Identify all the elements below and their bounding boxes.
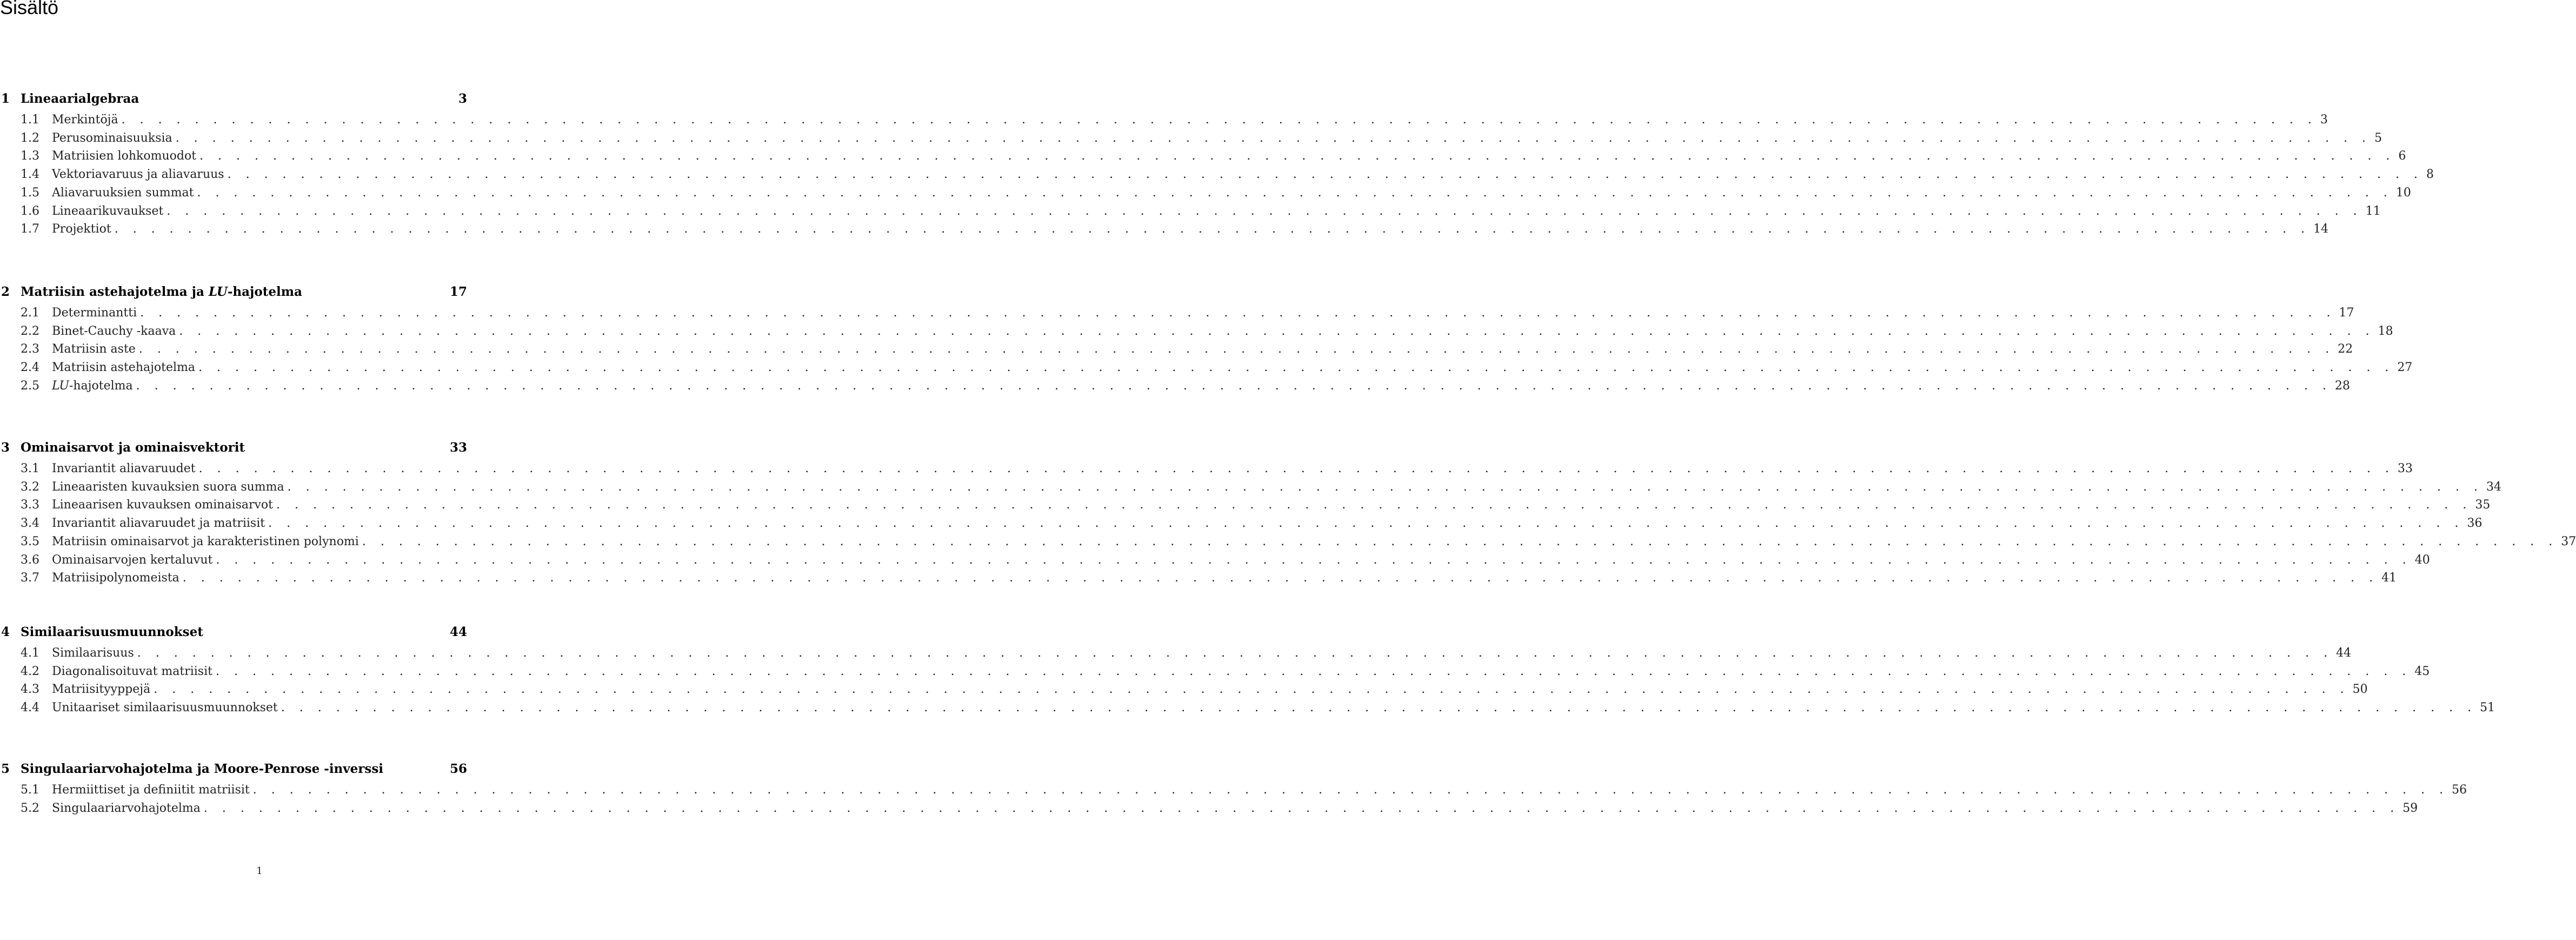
section-title: Aliavaruuksien summat	[52, 186, 194, 200]
section-title: Matriisin aste	[52, 342, 136, 356]
dot-leader: . . . . . . . . . . . . . . . . . . . . . . . . . . . . . . . . . . . . . . . . . . . . . . . . . . . . . . . . . . . . . . . . . . . . . . . . . . . . . . . . . . . . . . . . . . . . . . . . . . . . . . . . . . . . . . . . . . . . . . . .	[281, 701, 2477, 715]
chapter-title: Lineaarialgebraa	[21, 91, 139, 106]
chapter-page: 56	[449, 762, 467, 776]
section-page: 33	[2397, 462, 2413, 475]
dot-leader: . . . . . . . . . . . . . . . . . . . . . . . . . . . . . . . . . . . . . . . . . . . . . . . . . . . . . . . . . . . . . . . . . . . . . . . . . . . . . . . . . . . . . . . . . . . . . . . . . . . . . . . . . . . . . . . . . . . . . . . .	[136, 379, 2332, 393]
section-title: Similaarisuus	[52, 646, 134, 660]
section-title: Perusominaisuuksia	[52, 131, 172, 145]
dot-leader: . . . . . . . . . . . . . . . . . . . . . . . . . . . . . . . . . . . . . . . . . . . . . . . . . . . . . . . . . . . . . . . . . . . . . . . . . . . . . . . . . . . . . . . . . . . . . . . . . . . . . . . . . . . . . . . . . . . . . . . .	[182, 571, 2379, 585]
section-number: 1.7	[21, 222, 39, 236]
section-number: 2.3	[21, 342, 39, 356]
section-row[interactable]	[0, 569, 2397, 587]
section-page: 22	[2338, 342, 2353, 356]
section-number: 2.4	[21, 361, 39, 375]
section-page: 5	[2374, 131, 2382, 145]
section-page: 14	[2313, 222, 2329, 236]
section-number: 1.1	[21, 113, 39, 127]
section-line	[52, 202, 2381, 221]
section-number: 1.5	[21, 186, 39, 200]
section-row[interactable]	[0, 478, 2501, 497]
section-row[interactable]	[0, 514, 2482, 533]
section-title: Lineaaristen kuvauksien suora summa	[52, 480, 284, 494]
section-row[interactable]	[0, 111, 2328, 129]
chapter-page: 33	[449, 440, 467, 455]
section-title: Lineaarikuvaukset	[52, 204, 164, 218]
section-row[interactable]	[0, 799, 2418, 818]
section-page: 8	[2426, 168, 2434, 182]
section-title: Singulaariarvohajotelma	[52, 801, 201, 815]
section-number: 3.7	[21, 571, 39, 585]
section-row[interactable]	[0, 202, 2381, 221]
dot-leader: . . . . . . . . . . . . . . . . . . . . . . . . . . . . . . . . . . . . . . . . . . . . . . . . . . . . . . . . . . . . . . . . . . . . . . . . . . . . . . . . . . . . . . . . . . . . . . . . . . . . . . . . . . . . . . . . . . . . . . . .	[121, 113, 2317, 127]
section-title: Matriisin ominaisarvot ja karakteristinen polynomi	[52, 534, 359, 548]
section-row[interactable]	[0, 533, 2576, 551]
section-title: LU-hajotelma	[52, 379, 133, 393]
section-title: Matriisityyppejä	[52, 683, 151, 697]
section-number: 1.6	[21, 204, 39, 218]
chapter-row[interactable]	[0, 90, 519, 108]
section-row[interactable]	[0, 304, 2354, 322]
section-line	[52, 111, 2328, 129]
section-title: Lineaarisen kuvauksen ominaisarvot	[52, 498, 274, 512]
section-line	[52, 551, 2430, 570]
section-page: 51	[2480, 701, 2495, 715]
section-row[interactable]	[0, 644, 2352, 663]
section-row[interactable]	[0, 680, 2368, 699]
section-number: 3.4	[21, 517, 39, 531]
dot-leader: . . . . . . . . . . . . . . . . . . . . . . . . . . . . . . . . . . . . . . . . . . . . . . . . . . . . . . . . . . . . . . . . . . . . . . . . . . . . . . . . . . . . . . . . . . . . . . . . . . . . . . . . . . . . . . . . . . . . . . . .	[287, 480, 2483, 494]
dot-leader: . . . . . . . . . . . . . . . . . . . . . . . . . . . . . . . . . . . . . . . . . . . . . . . . . . . . . . . . . . . . . . . . . . . . . . . . . . . . . . . . . . . . . . . . . . . . . . . . . . . . . . . . . . . . . . . . . . . . . . . .	[276, 498, 2472, 512]
section-page: 56	[2452, 783, 2467, 797]
chapter-page: 44	[449, 625, 467, 639]
dot-leader: . . . . . . . . . . . . . . . . . . . . . . . . . . . . . . . . . . . . . . . . . . . . . . . . . . . . . . . . . . . . . . . . . . . . . . . . . . . . . . . . . . . . . . . . . . . . . . . . . . . . . . . . . . . . . . . . . . . . . . . .	[203, 801, 2400, 815]
section-page: 59	[2402, 801, 2418, 815]
section-number: 3.5	[21, 534, 39, 548]
dot-leader: . . . . . . . . . . . . . . . . . . . . . . . . . . . . . . . . . . . . . . . . . . . . . . . . . . . . . . . . . . . . . . . . . . . . . . . . . . . . . . . . . . . . . . . . . . . . . . . . . . . . . . . . . . . . . . . . . . . . . . . .	[197, 186, 2393, 200]
section-page: 34	[2486, 480, 2501, 494]
section-line	[52, 322, 2393, 341]
section-row[interactable]	[0, 129, 2382, 148]
chapter-row[interactable]	[0, 623, 519, 641]
page-title: Sisältö	[0, 0, 59, 18]
section-line	[52, 147, 2406, 166]
chapter-number: 5	[1, 762, 10, 776]
dot-leader: . . . . . . . . . . . . . . . . . . . . . . . . . . . . . . . . . . . . . . . . . . . . . . . . . . . . . . . . . . . . . . . . . . . . . . . . . . . . . . . . . . . . . . . . . . . . . . . . . . . . . . . . . . . . . . . . . . . . . . . .	[167, 204, 2362, 218]
dot-leader: . . . . . . . . . . . . . . . . . . . . . . . . . . . . . . . . . . . . . . . . . . . . . . . . . . . . . . . . . . . . . . . . . . . . . . . . . . . . . . . . . . . . . . . . . . . . . . . . . . . . . . . . . . . . . . . . . . . . . . . .	[198, 462, 2394, 475]
section-page: 18	[2378, 324, 2393, 338]
dot-leader: . . . . . . . . . . . . . . . . . . . . . . . . . . . . . . . . . . . . . . . . . . . . . . . . . . . . . . . . . . . . . . . . . . . . . . . . . . . . . . . . . . . . . . . . . . . . . . . . . . . . . . . . . . . . . . . . . . . . . . . .	[140, 306, 2336, 320]
section-row[interactable]	[0, 322, 2393, 341]
section-line	[52, 799, 2418, 818]
dot-leader: . . . . . . . . . . . . . . . . . . . . . . . . . . . . . . . . . . . . . . . . . . . . . . . . . . . . . . . . . . . . . . . . . . . . . . . . . . . . . . . . . . . . . . . . . . . . . . . . . . . . . . . . . . . . . . . . . . . . . . . .	[216, 553, 2412, 567]
chapter-title: Singulaariarvohajotelma ja Moore-Penrose -inverssi	[21, 762, 384, 776]
section-line	[52, 166, 2434, 184]
section-title: Invariantit aliavaruudet ja matriisit	[52, 517, 265, 531]
dot-leader: . . . . . . . . . . . . . . . . . . . . . . . . . . . . . . . . . . . . . . . . . . . . . . . . . . . . . . . . . . . . . . . . . . . . . . . . . . . . . . . . . . . . . . . . . . . . . . . . . . . . . . . . . . . . . . . . . . . . . . . .	[252, 783, 2449, 797]
dot-leader: . . . . . . . . . . . . . . . . . . . . . . . . . . . . . . . . . . . . . . . . . . . . . . . . . . . . . . . . . . . . . . . . . . . . . . . . . . . . . . . . . . . . . . . . . . . . . . . . . . . . . . . . . . . . . . . . . . . . . . . .	[138, 342, 2335, 356]
section-line	[52, 680, 2368, 699]
section-number: 4.2	[21, 664, 39, 678]
dot-leader: . . . . . . . . . . . . . . . . . . . . . . . . . . . . . . . . . . . . . . . . . . . . . . . . . . . . . . . . . . . . . . . . . . . . . . . . . . . . . . . . . . . . . . . . . . . . . . . . . . . . . . . . . . . . . . . . . . . . . . . .	[175, 131, 2372, 145]
section-row[interactable]	[0, 166, 2434, 184]
dot-leader: . . . . . . . . . . . . . . . . . . . . . . . . . . . . . . . . . . . . . . . . . . . . . . . . . . . . . . . . . . . . . . . . . . . . . . . . . . . . . . . . . . . . . . . . . . . . . . . . . . . . . . . . . . . . . . . . . . . . . . . .	[137, 646, 2333, 660]
dot-leader: . . . . . . . . . . . . . . . . . . . . . . . . . . . . . . . . . . . . . . . . . . . . . . . . . . . . . . . . . . . . . . . . . . . . . . . . . . . . . . . . . . . . . . . . . . . . . . . . . . . . . . . . . . . . . . . . . . . . . . . .	[199, 149, 2395, 163]
section-line	[52, 460, 2413, 478]
section-row[interactable]	[0, 359, 2413, 377]
section-title: Binet-Cauchy -kaava	[52, 324, 176, 338]
chapter-page: 17	[449, 284, 467, 299]
section-row[interactable]	[0, 781, 2467, 799]
section-title: Merkintöjä	[52, 113, 118, 127]
section-number: 5.1	[21, 783, 39, 797]
chapter-row[interactable]	[0, 439, 519, 457]
section-page: 27	[2397, 361, 2413, 375]
section-line	[52, 377, 2350, 395]
section-number: 2.5	[21, 379, 39, 393]
section-line	[52, 699, 2495, 717]
section-number: 3.1	[21, 462, 39, 475]
chapter-title: Matriisin astehajotelma ja LU-hajotelma	[21, 284, 302, 299]
section-title: Ominaisarvojen kertaluvut	[52, 553, 213, 567]
section-row[interactable]	[0, 340, 2353, 359]
section-line	[52, 569, 2397, 587]
section-line	[52, 304, 2354, 322]
section-page: 44	[2336, 646, 2352, 660]
section-page: 40	[2414, 553, 2430, 567]
section-row[interactable]	[0, 377, 2350, 395]
section-line	[52, 781, 2467, 799]
dot-leader: . . . . . . . . . . . . . . . . . . . . . . . . . . . . . . . . . . . . . . . . . . . . . . . . . . . . . . . . . . . . . . . . . . . . . . . . . . . . . . . . . . . . . . . . . . . . . . . . . . . . . . . . . . . . . . . . . . . . . . . .	[268, 517, 2464, 531]
chapter-number: 2	[1, 284, 10, 299]
section-number: 1.3	[21, 149, 39, 163]
section-row[interactable]	[0, 496, 2491, 514]
section-number: 5.2	[21, 801, 39, 815]
section-page: 28	[2335, 379, 2350, 393]
section-number: 2.1	[21, 306, 39, 320]
section-number: 4.4	[21, 701, 39, 715]
section-title: Projektiot	[52, 222, 111, 236]
section-page: 17	[2339, 306, 2354, 320]
section-number: 3.6	[21, 553, 39, 567]
chapter-row[interactable]	[0, 283, 519, 301]
section-page: 37	[2561, 534, 2576, 548]
section-title: Unitaariset similaarisuusmuunnokset	[52, 701, 278, 715]
chapter-title: Ominaisarvot ja ominaisvektorit	[21, 440, 245, 455]
section-line	[52, 496, 2491, 514]
chapter-row[interactable]	[0, 760, 519, 778]
section-line	[52, 663, 2430, 681]
section-line	[52, 359, 2413, 377]
section-line	[52, 478, 2501, 497]
section-page: 10	[2395, 186, 2411, 200]
section-title: Invariantit aliavaruudet	[52, 462, 196, 475]
section-row[interactable]	[0, 663, 2430, 681]
page-number: 1	[256, 865, 263, 877]
section-line	[52, 129, 2382, 148]
section-page: 45	[2414, 664, 2430, 678]
section-line	[52, 644, 2352, 663]
section-row[interactable]	[0, 551, 2430, 570]
section-title: Matriisin astehajotelma	[52, 361, 196, 375]
section-number: 3.3	[21, 498, 39, 512]
section-title: Determinantti	[52, 306, 137, 320]
section-line	[52, 340, 2353, 359]
section-row[interactable]	[0, 460, 2413, 478]
dot-leader: . . . . . . . . . . . . . . . . . . . . . . . . . . . . . . . . . . . . . . . . . . . . . . . . . . . . . . . . . . . . . . . . . . . . . . . . . . . . . . . . . . . . . . . . . . . . . . . . . . . . . . . . . . . . . . . . . . . . . . . .	[216, 664, 2412, 678]
section-line	[52, 514, 2482, 533]
chapter-number: 1	[1, 91, 10, 106]
section-title: Diagonalisoituvat matriisit	[52, 664, 213, 678]
section-number: 4.1	[21, 646, 39, 660]
chapter-page: 3	[458, 91, 467, 106]
section-page: 11	[2365, 204, 2381, 218]
section-line	[52, 220, 2329, 239]
section-title: Vektoriavaruus ja aliavaruus	[52, 168, 224, 182]
dot-leader: . . . . . . . . . . . . . . . . . . . . . . . . . . . . . . . . . . . . . . . . . . . . . . . . . . . . . . . . . . . . . . . . . . . . . . . . . . . . . . . . . . . . . . . . . . . . . . . . . . . . . . . . . . . . . . . . . . . . . . . .	[362, 534, 2558, 548]
section-page: 3	[2320, 113, 2328, 127]
section-number: 1.4	[21, 168, 39, 182]
section-number: 2.2	[21, 324, 39, 338]
chapter-number: 4	[1, 625, 10, 639]
dot-leader: . . . . . . . . . . . . . . . . . . . . . . . . . . . . . . . . . . . . . . . . . . . . . . . . . . . . . . . . . . . . . . . . . . . . . . . . . . . . . . . . . . . . . . . . . . . . . . . . . . . . . . . . . . . . . . . . . . . . . . . .	[154, 683, 2349, 697]
section-number: 1.2	[21, 131, 39, 145]
section-line	[52, 533, 2576, 551]
section-page: 35	[2475, 498, 2491, 512]
section-page: 41	[2381, 571, 2397, 585]
section-number: 3.2	[21, 480, 39, 494]
section-row[interactable]	[0, 699, 2495, 717]
section-title: Matriisien lohkomuodot	[52, 149, 197, 163]
chapter-number: 3	[1, 440, 10, 455]
section-row[interactable]	[0, 220, 2329, 239]
dot-leader: . . . . . . . . . . . . . . . . . . . . . . . . . . . . . . . . . . . . . . . . . . . . . . . . . . . . . . . . . . . . . . . . . . . . . . . . . . . . . . . . . . . . . . . . . . . . . . . . . . . . . . . . . . . . . . . . . . . . . . . .	[114, 222, 2311, 236]
section-title: Matriisipolynomeista	[52, 571, 179, 585]
section-line	[52, 184, 2411, 202]
dot-leader: . . . . . . . . . . . . . . . . . . . . . . . . . . . . . . . . . . . . . . . . . . . . . . . . . . . . . . . . . . . . . . . . . . . . . . . . . . . . . . . . . . . . . . . . . . . . . . . . . . . . . . . . . . . . . . . . . . . . . . . .	[179, 324, 2375, 338]
section-title: Hermiittiset ja definiitit matriisit	[52, 783, 250, 797]
section-page: 6	[2398, 149, 2406, 163]
chapter-title: Similaarisuusmuunnokset	[21, 625, 203, 639]
section-row[interactable]	[0, 184, 2411, 202]
dot-leader: . . . . . . . . . . . . . . . . . . . . . . . . . . . . . . . . . . . . . . . . . . . . . . . . . . . . . . . . . . . . . . . . . . . . . . . . . . . . . . . . . . . . . . . . . . . . . . . . . . . . . . . . . . . . . . . . . . . . . . . .	[198, 361, 2394, 375]
dot-leader: . . . . . . . . . . . . . . . . . . . . . . . . . . . . . . . . . . . . . . . . . . . . . . . . . . . . . . . . . . . . . . . . . . . . . . . . . . . . . . . . . . . . . . . . . . . . . . . . . . . . . . . . . . . . . . . . . . . . . . . .	[227, 168, 2423, 182]
section-number: 4.3	[21, 683, 39, 697]
section-row[interactable]	[0, 147, 2406, 166]
section-page: 36	[2467, 517, 2482, 531]
section-page: 50	[2352, 683, 2368, 697]
